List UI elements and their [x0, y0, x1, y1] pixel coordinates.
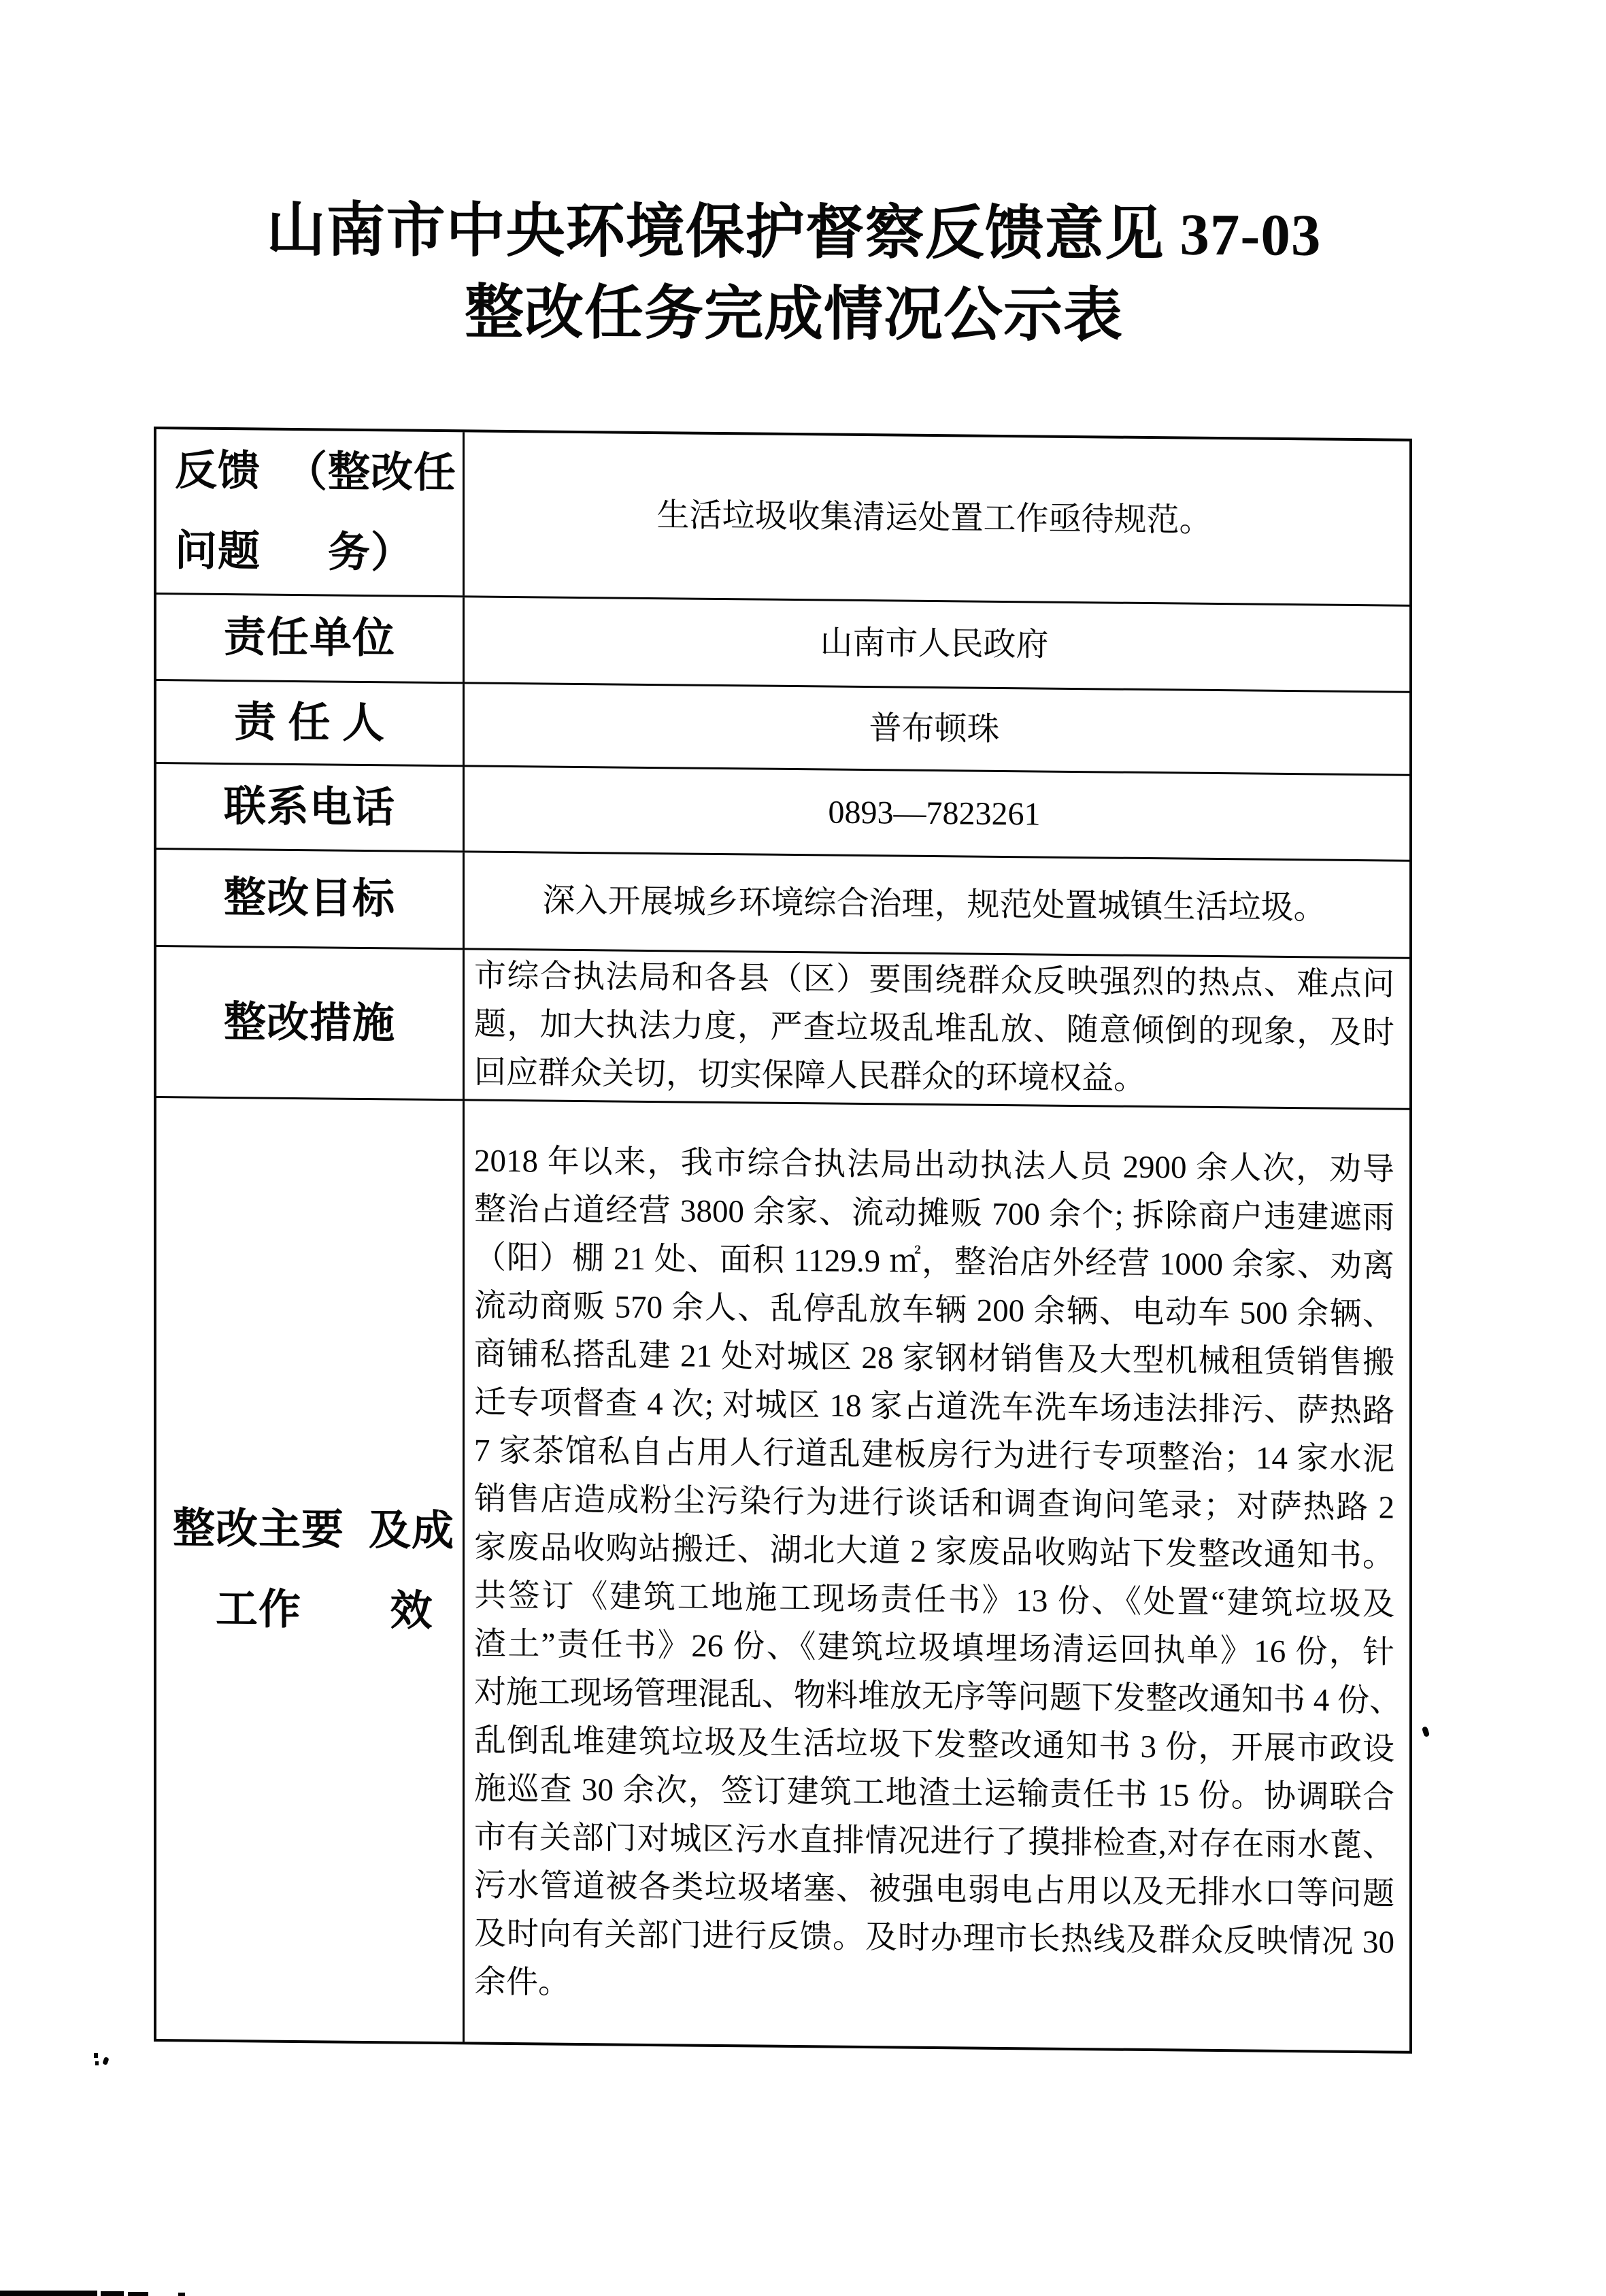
- row-content: 生活垃圾收集清运处置工作亟待规范。: [656, 497, 1212, 539]
- scan-edge-artifact: [0, 2291, 97, 2296]
- document-title: 山南市中央环境保护督察反馈意见 37-03 整改任务完成情况公示表: [266, 197, 1322, 349]
- scan-speck-artifact: [102, 2057, 109, 2065]
- scan-edge-artifact: [128, 2292, 148, 2296]
- row-label: 联系电话: [156, 764, 465, 850]
- table-row-responsible-person: [156, 679, 1409, 774]
- table-row-main-work-and-results: [156, 1096, 1409, 2051]
- scan-speck-artifact: [94, 2053, 98, 2058]
- table-row-rectification-goal: [156, 848, 1409, 957]
- row-label: 整改目标: [156, 850, 465, 948]
- row-label: 整改措施: [156, 947, 465, 1099]
- scan-edge-artifact: [178, 2293, 185, 2296]
- table-row-rectification-measures: [156, 945, 1409, 1108]
- publicity-table: [154, 427, 1412, 2054]
- row-content: 深入开展城乡环境综合治理，规范处置城镇生活垃圾。: [542, 882, 1326, 927]
- row-label: 责任单位: [156, 595, 465, 682]
- table-row-contact-phone: [156, 762, 1409, 860]
- row-label: 反馈问题 （整改任务）: [156, 429, 465, 595]
- row-content: 0893—7823261: [828, 794, 1041, 833]
- row-content: 普布顿珠: [869, 710, 1000, 748]
- row-label: 责 任 人: [156, 681, 465, 765]
- scan-speck-artifact: [1422, 1726, 1430, 1737]
- table-row-feedback-problem: [156, 429, 1409, 605]
- scan-edge-artifact: [101, 2291, 124, 2296]
- scan-speck-artifact: [95, 2061, 99, 2065]
- row-content: 市综合执法局和各县（区）要围绕群众反映强烈的热点、难点问 题，加大执法力度，严查垃圾乱堆乱放、随意倾倒的现象，及时 回应群众关切，切实保障人民群众的环境权益。: [474, 958, 1394, 1097]
- row-content: 山南市人民政府: [820, 625, 1049, 663]
- table-row-responsible-unit: [156, 593, 1409, 691]
- row-content: 2018 年以来，我市综合执法局出动执法人员 2900 余人次，劝导 整治占道经营 3800 余家、流动摊贩 700 余个; 拆除商户违建遮雨 （阳）棚 21 处、面积 1129.9 ㎡，整治店外经营 1000 余家、劝离 流动商贩 570 余人、乱停乱放车辆 200 余辆、电动车 500 余辆、 商铺私搭乱建 21 处对城区 28 家钢材销售及大型机械租赁销售搬 迁专项督查 4 次; 对城区 18 家占道洗车洗车场违法排污、萨热路 7 家茶馆私自占用人行道乱建板房行为进行专项整治；14 家水泥 销售店造成粉尘污染行为进行谈话和调查询问笔录；对萨热路 2 家废品收购站搬迁、湖北大道 2 家废品收购站下发整改通知书。 共签订《建筑工地施工现场责任书》13 份、《处置“建筑垃圾及 渣土”责任书》26 份、《建筑垃圾填埋场清运回执单》16 份，针 对施工现场管理混乱、物料堆放无序等问题下发整改通知书 4 份、 乱倒乱堆建筑垃圾及生活垃圾下发整改通知书 3 份，开展市政设 施巡查 30 余次，签订建筑工地渣土运输责任书 15 份。协调联合 市有关部门对城区污水直排情况进行了摸排检查,对存在雨水蓖、 污水管道被各类垃圾堵塞、被强电弱电占用以及无排水口等问题 及时向有关部门进行反馈。及时办理市长热线及群众反映情况 30 余件。: [474, 1143, 1401, 2001]
- row-label: 整改主要工作 及成效: [156, 1098, 465, 2042]
